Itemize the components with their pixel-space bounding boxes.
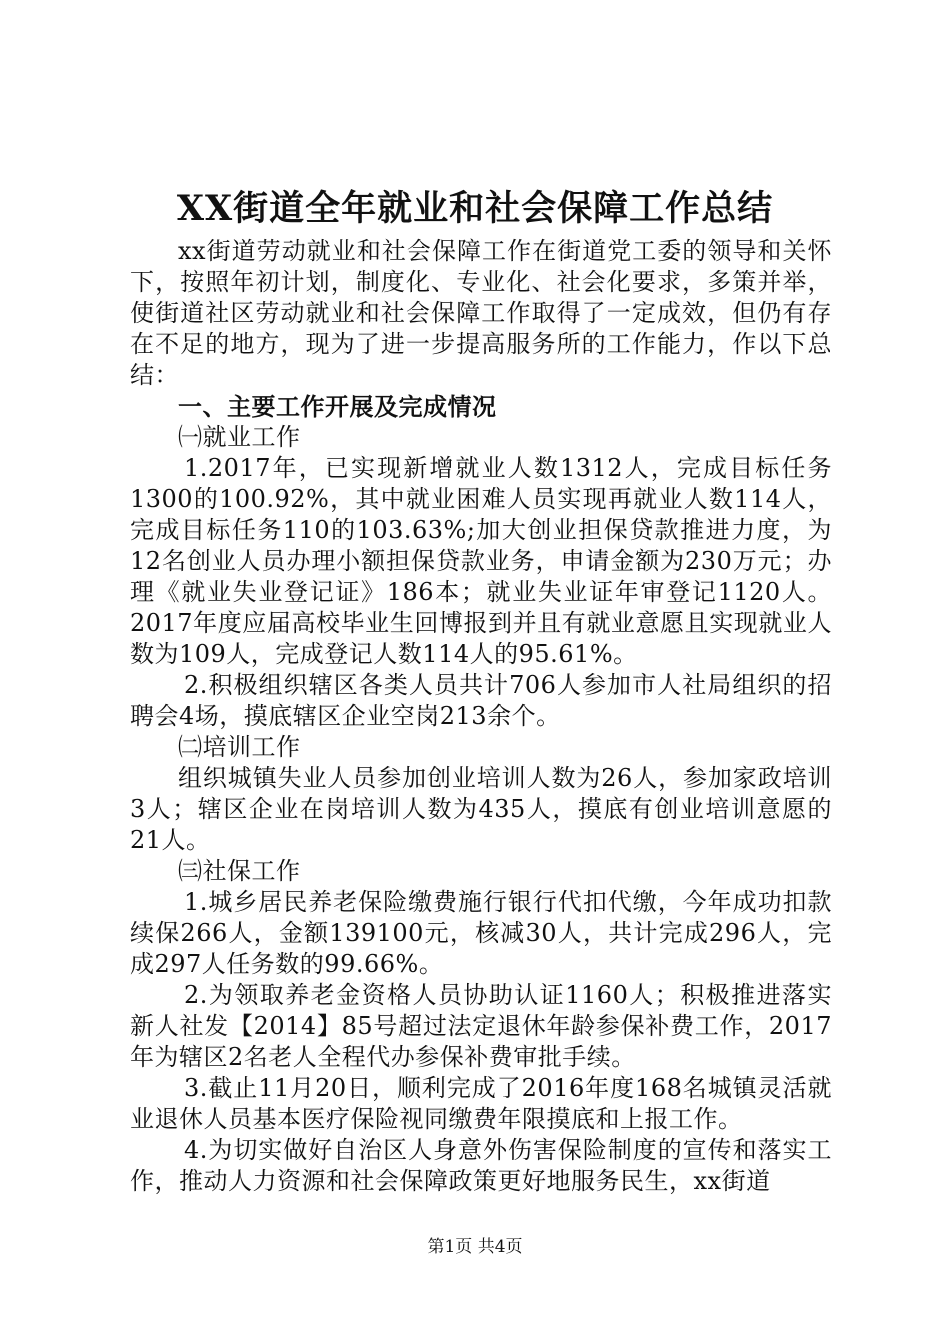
section-heading-main-work: 一、主要工作开展及完成情况 [178, 392, 497, 421]
document-body [130, 236, 832, 1197]
training-paragraph: 组织城镇失业人员参加创业培训人数为26人，参加家政培训3人；辖区企业在岗培训人数为435人，摸底有创业培训意愿的21人。 [130, 764, 832, 854]
employment-item-2: 2.积极组织辖区各类人员共计706人参加市人社局组织的招聘会4场，摸底辖区企业空岗213余个。 [130, 671, 832, 730]
page-number-footer: 第1页 共4页 [427, 1237, 523, 1257]
subsection-heading-training: ㈡培训工作 [178, 733, 301, 761]
social-security-item-1: 1.城乡居民养老保险缴费施行银行代扣代缴，今年成功扣款续保266人，金额139100元，核减30人，共计完成296人，完成297人任务数的99.66%。 [130, 888, 832, 978]
social-security-item-4: 4.为切实做好自治区人身意外伤害保险制度的宣传和落实工作，推动人力资源和社会保障政策更好地服务民生，xx街道 [130, 1136, 832, 1195]
subsection-heading-social-security: ㈢社保工作 [178, 857, 301, 885]
subsection-heading-employment: ㈠就业工作 [178, 423, 301, 451]
intro-paragraph: xx街道劳动就业和社会保障工作在街道党工委的领导和关怀下，按照年初计划，制度化、专业化、社会化要求，多策并举，使街道社区劳动就业和社会保障工作取得了一定成效，但仍有存在不足的地方，现为了进一步提高服务所的工作能力，作以下总结： [130, 237, 832, 389]
employment-item-1: 1.2017年，已实现新增就业人数1312人，完成目标任务1300的100.92%，其中就业困难人员实现再就业人数114人，完成目标任务110的103.63%;加大创业担保贷款推进力度，为12名创业人员办理小额担保贷款业务，申请金额为230万元；办理《就业失业登记证》186本；就业失业证年审登记1120人。2017年度应届高校毕业生回博报到并且有就业意愿且实现就业人数为109人，完成登记人数114人的95.61%。 [130, 454, 832, 668]
document-title: XX街道全年就业和社会保障工作总结 [176, 188, 774, 229]
social-security-item-3: 3.截止11月20日，顺利完成了2016年度168名城镇灵活就业退休人员基本医疗保险视同缴费年限摸底和上报工作。 [130, 1074, 832, 1133]
social-security-item-2: 2.为领取养老金资格人员协助认证1160人；积极推进落实新人社发【2014】85号超过法定退休年龄参保补费工作，2017年为辖区2名老人全程代办参保补费审批手续。 [130, 981, 832, 1071]
